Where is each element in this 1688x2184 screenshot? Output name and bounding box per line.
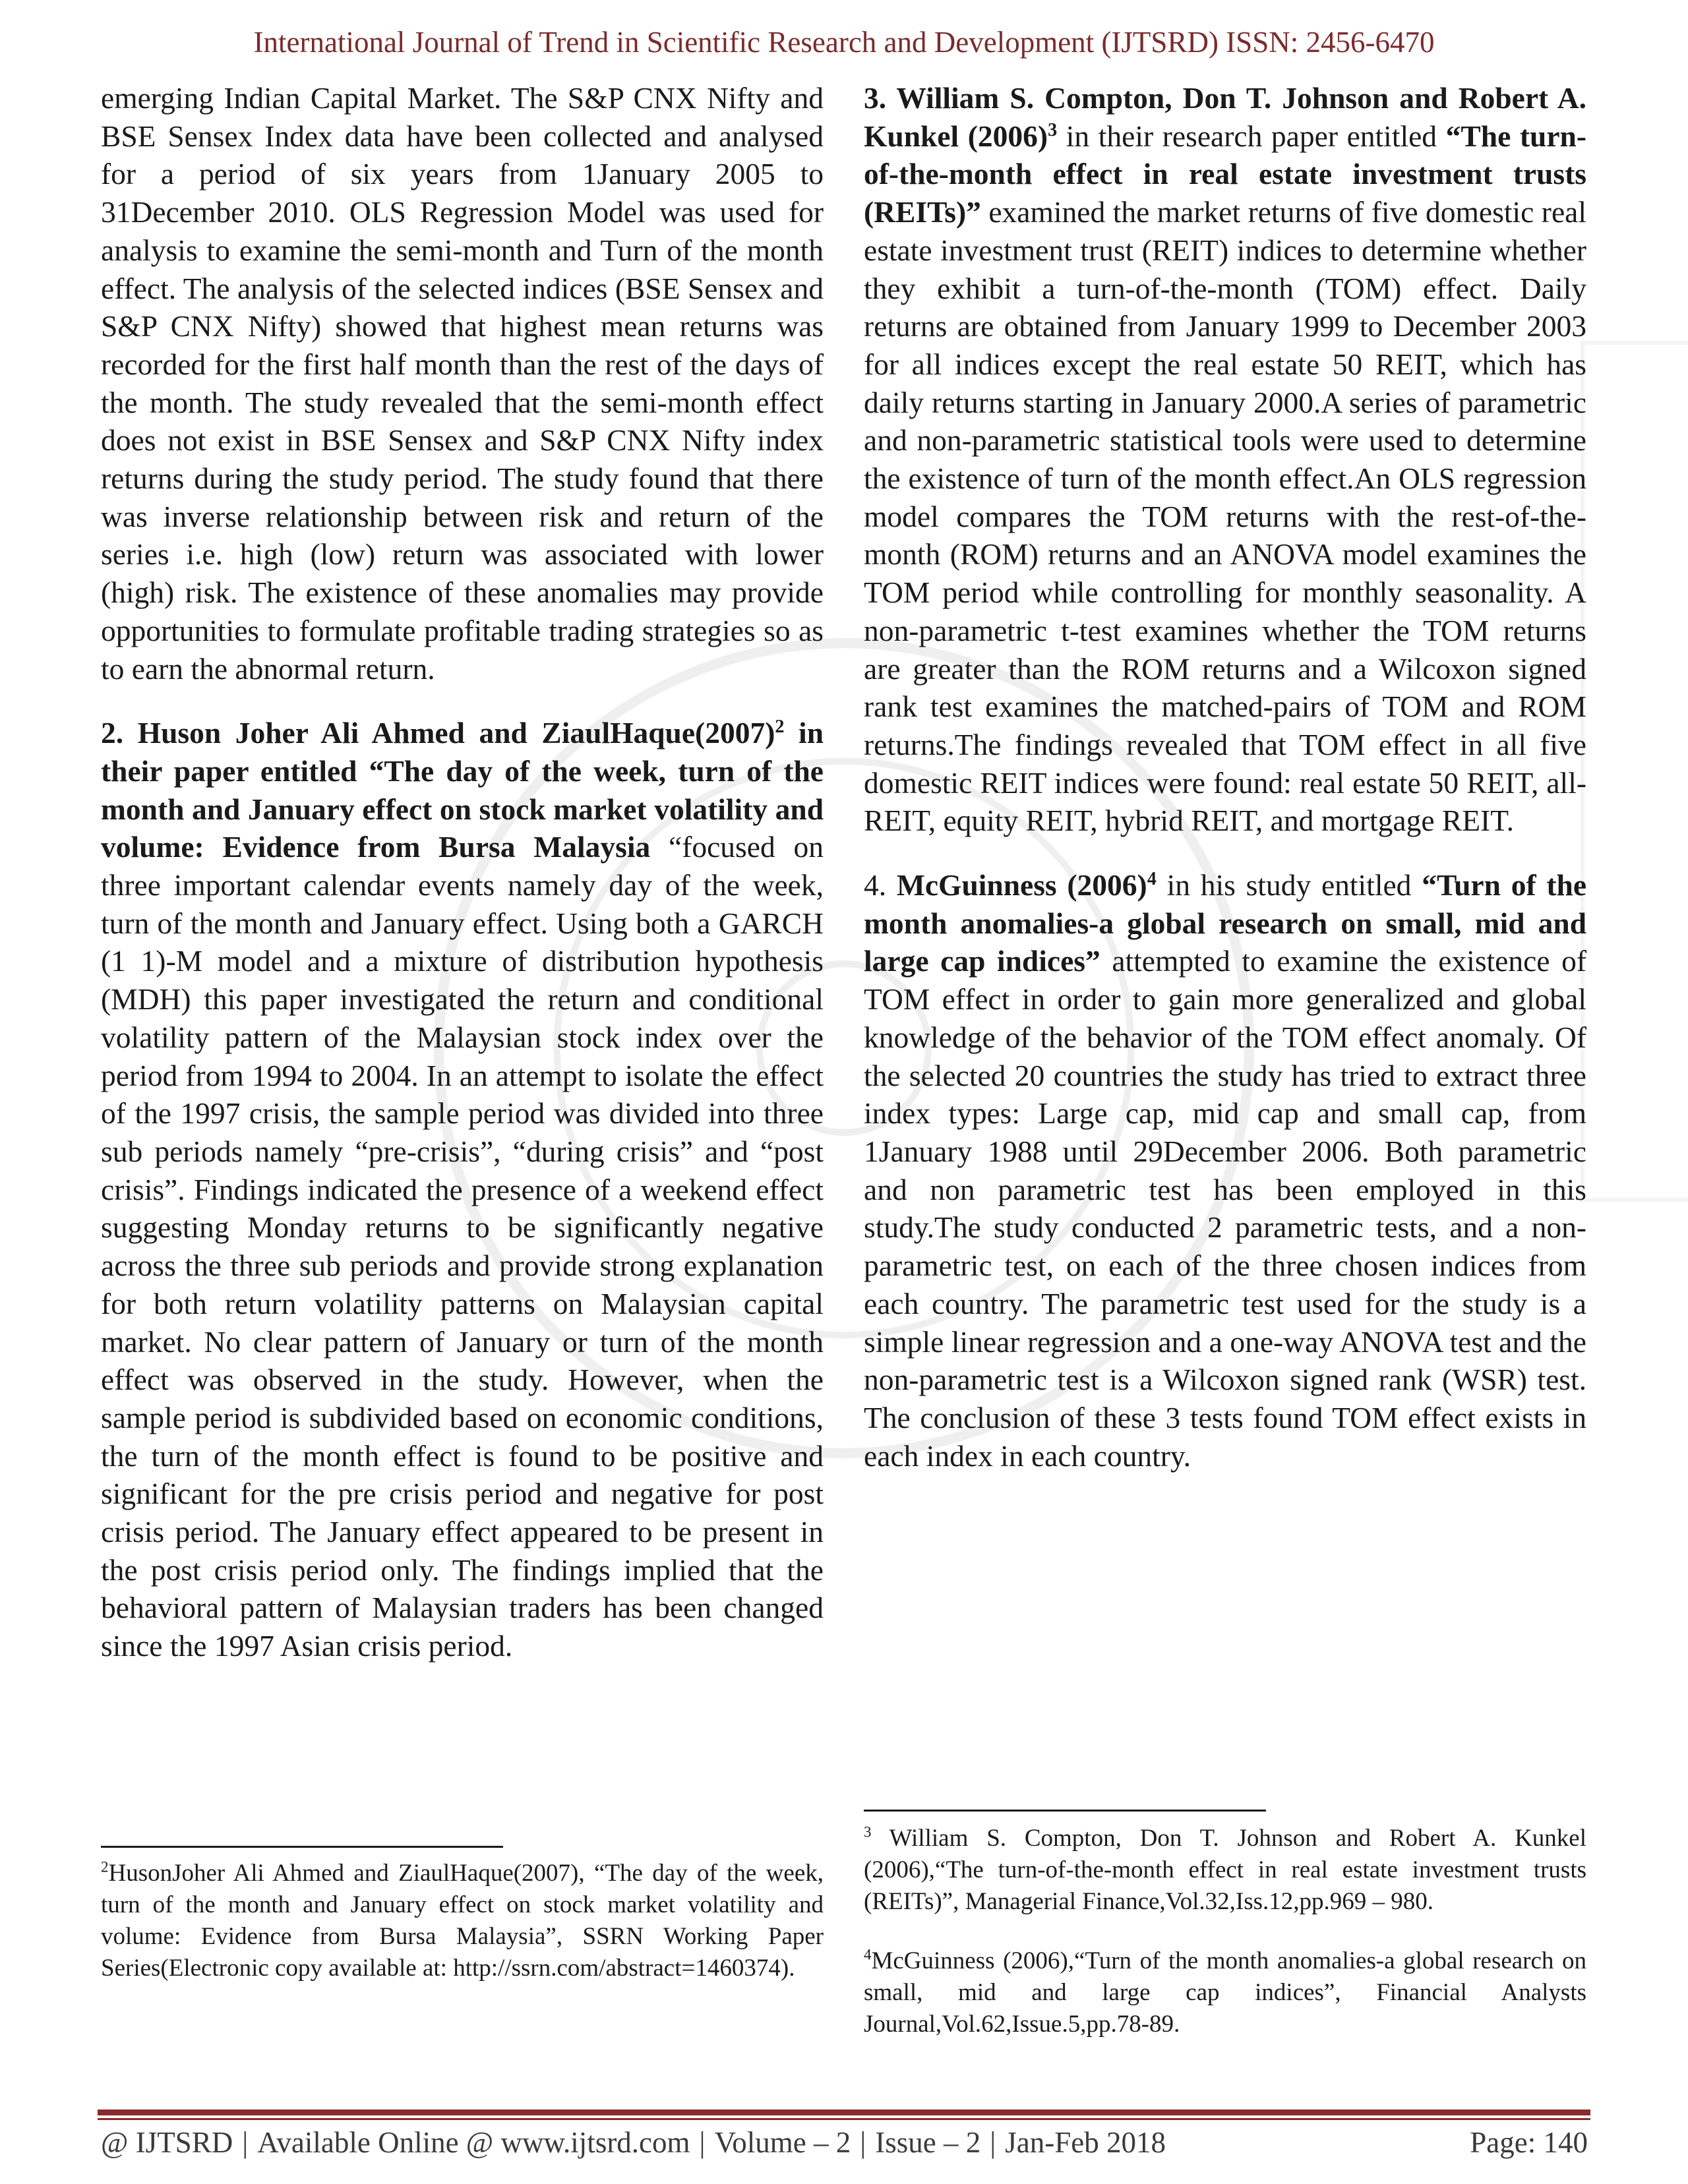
footnote-2: $^2$HusonJoher Ali Ahmed and ZiaulHaque(2007), “The day of the week, turn of the month and January effect on stock market volatility and volume: Evidence from Bursa Malaysia”, SSRN Working Paper Series(Electronic copy available at: http://ssrn.com/abstract=1460374). xyxy=(101,1858,824,1982)
review-item-4: 4. McGuinness $(2006)^4$ in his study entitled “Turn of the month anomalies-a global research on small, mid and large cap indices” attempted to examine the existence of TOM effect in order to gain more generalized and global knowledge of the behavior of the TOM effect anomaly. Of the selected 20 countries the study has tried to extract three index types: Large cap, mid cap and small cap, from 1January 1988 until 29December 2006. Both parametric and non parametric test has been employed in this study.The study conducted 2 parametric tests, and a non-parametric test, on each of the three chosen indices from each country. The parametric test used for the study is a simple linear regression and a one-way ANOVA test and the non-parametric test is a Wilcoxon signed rank (WSR) test. The conclusion of these 3 tests found TOM effect exists in each index in each country. xyxy=(864,868,1587,1473)
footer-date: Jan-Feb 2018 xyxy=(1005,2126,1166,2159)
item-2-footnote-ref: 2 xyxy=(775,717,785,738)
item-3-lead: 3. William S. Compton, Don T. Johnson and Robert A. Kunkel (2006) xyxy=(864,81,1586,153)
footer-issue: Issue – 2 xyxy=(875,2126,981,2159)
review-item-2 xyxy=(101,714,824,1665)
right-column xyxy=(864,79,1586,1475)
footnote-3: $^3$ William S. Compton, Don T. Johnson and Robert A. Kunkel (2006),“The turn-of-the-month effect in real estate investment trusts (REITs)”, Managerial Finance,Vol.32,Iss.12,pp.969 – 980. xyxy=(864,1823,1586,1915)
item-2-body: “focused on three important calendar events namely day of the week, turn of the month and January effect. Using both a GARCH (1 1)-M model and a mixture of distribution hypothesis (MDH) this paper investigated the return and conditional volatility pattern of the Malaysian stock index over the period from 1994 to 2004. In an attempt to isolate the effect of the 1997 crisis, the sample period was divided into three sub periods namely “pre-crisis”, “during crisis” and “post crisis”. Findings indicated the presence of a weekend effect suggesting Monday returns to be significantly negative across the three sub periods and provide strong explanation for both return volatility patterns on Malaysian capital market. No clear pattern of January or turn of the month effect was observed in the study. However, when the sample period is subdivided based on economic conditions, the turn of the month effect is found to be positive and significant for the pre crisis period and negative for post crisis period. The January effect appeared to be present in the post crisis period only. The findings implied that the behavioral pattern of Malaysian traders has been changed since the 1997 Asian crisis period. xyxy=(101,830,824,1663)
footer-journal: @ IJTSRD xyxy=(101,2126,233,2159)
item-2-lead: 2. Huson Joher Ali Ahmed and ZiaulHaque(2007) xyxy=(101,716,775,750)
footer-website: Available Online @ www.ijtsrd.com xyxy=(257,2126,690,2159)
footnotes-left xyxy=(101,1858,824,1984)
item-4-body: attempted to examine the existence of TOM effect in order to gain more generalized and global knowledge of the behavior of the TOM effect anomaly. Of the selected 20 countries the study has tried to extract three index types: Large cap, mid cap and small cap, from 1January 1988 until 29December 2006. Both parametric and non parametric test has been employed in this study.The study conducted 2 parametric tests, and a non-parametric test, on each of the three chosen indices from each country. The parametric test used for the study is a simple linear regression and a one-way ANOVA test and the non-parametric test is a Wilcoxon signed rank (WSR) test. The conclusion of these 3 tests found TOM effect exists in each index in each country. xyxy=(864,944,1586,1473)
page-number: Page: 140 xyxy=(1470,2126,1588,2159)
item-3-footnote-ref: 3 xyxy=(1048,119,1058,140)
footnote-divider-right xyxy=(864,1810,1266,1812)
review-item-3: 3. William S. Compton, Don T. Johnson and Robert A. Kunkel $(2006)^3$ in their research paper entitled “The turn-of-the-month effect in real estate investment trusts (REITs)” examined the market returns of five domestic real estate investment trust (REIT) indices to determine whether they exhibit a turn-of-the-month (TOM) effect. Daily returns are obtained from January 1999 to December 2003 for all indices except the real estate 50 REIT, which has daily returns starting in January 2000.A series of parametric and non-parametric statistical tools were used to determine the existence of turn of the month effect.An OLS regression model compares the TOM returns with the rest-of-the- month (ROM) returns and an ANOVA model examines the TOM period while controlling for monthly seasonality. A non-parametric t-test examines whether the TOM returns are greater than the ROM returns and a Wilcoxon signed rank test examines the matched-pairs of TOM and ROM returns.The findings revealed that TOM effect in all five domestic REIT indices were found: real estate 50 REIT, all-REIT, equity REIT, hybrid REIT, and mortgage REIT. xyxy=(864,81,1586,838)
item-4-title: “Turn of the month anomalies-a global research on small, mid and large cap indices” xyxy=(864,868,1587,978)
item-4-footnote-ref: 4 xyxy=(1147,868,1157,889)
journal-header: International Journal of Trend in Scientific Research and Development (IJTSRD) ISSN: 2456-6470 xyxy=(253,26,1435,59)
left-column xyxy=(101,79,824,1665)
footer-rule-thick xyxy=(98,2110,1590,2115)
item-4-lead: McGuinness (2006) xyxy=(896,868,1147,902)
footnote-divider-left xyxy=(101,1846,503,1848)
page-footer: @ IJTSRD | Available Online @ www.ijtsrd.com | Volume – 2 | Issue – 2 | Jan-Feb 2018 Page: 140 xyxy=(101,2126,1588,2159)
item-3-body: examined the market returns of five domestic real estate investment trust (REIT) indices to determine whether they exhibit a turn-of-the-month (TOM) effect. Daily returns are obtained from January 1999 to December 2003 for all indices except the real estate 50 REIT, which has daily returns starting in January 2000.A series of parametric and non-parametric statistical tools were used to determine the existence of turn of the month effect.An OLS regression model compares the TOM returns with the rest-of-the- month (ROM) returns and an ANOVA model examines the TOM period while controlling for monthly seasonality. A non-parametric t-test examines whether the TOM returns are greater than the ROM returns and a Wilcoxon signed rank test examines the matched-pairs of TOM and ROM returns.The findings revealed that TOM effect in all five domestic REIT indices were found: real estate 50 REIT, all-REIT, equity REIT, hybrid REIT, and mortgage REIT. xyxy=(864,195,1586,838)
footer-rule-thin xyxy=(98,2118,1590,2120)
item-2-title: in their paper entitled “The day of the week, turn of the month and January effect on stock market volatility and volume: Evidence from Bursa Malaysia xyxy=(101,716,824,864)
item-3-title: “The turn-of-the-month effect in real estate investment trusts (REITs)” xyxy=(864,119,1586,229)
side-watermark xyxy=(1569,277,1688,1266)
footnotes-right xyxy=(864,1823,1586,2040)
paragraph-intro: emerging Indian Capital Market. The S&P CNX Nifty and BSE Sensex Index data have been collected and analysed for a period of six years from 1January 2005 to 31December 2010. OLS Regression Model was used for analysis to examine the semi-month and Turn of the month effect. The analysis of the selected indices (BSE Sensex and S&P CNX Nifty) showed that highest mean returns was recorded for the first half month than the rest of the days of the month. The study revealed that the semi-month effect does not exist in BSE Sensex and S&P CNX Nifty index returns during the study period. The study found that there was inverse relationship between risk and return of the series i.e. high (low) return was associated with lower (high) risk. The existence of these anomalies may provide opportunities to formulate profitable trading strategies so as to earn the abnormal return. xyxy=(101,81,824,686)
footer-volume: Volume – 2 xyxy=(714,2126,851,2159)
footnote-4: $^4$McGuinness (2006),“Turn of the month anomalies-a global research on small, mid and large cap indices”, Financial Analysts Journal,Vol.62,Issue.5,pp.78-89. xyxy=(864,1946,1586,2038)
